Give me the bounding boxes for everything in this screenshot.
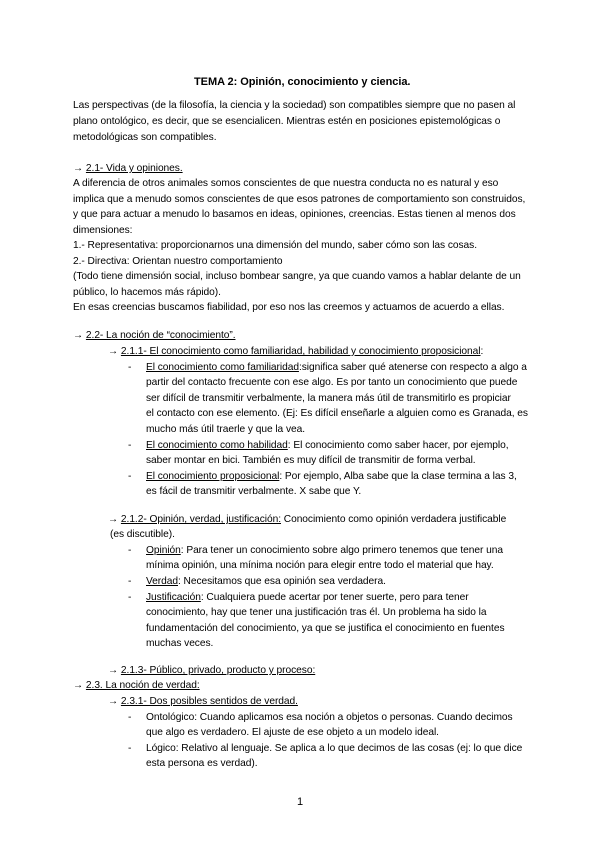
section-heading-text: 2.3. La noción de verdad: [85, 680, 200, 691]
section-heading-text: 2.1- Vida y opiniones. [85, 163, 183, 174]
bullet-dash: - [128, 712, 132, 723]
list-item-logico: Lógico: Relativo al lenguaje. Se aplica a lo que decimos de las cosas (ej: lo que dice [146, 743, 523, 754]
arrow-icon: → [73, 163, 84, 174]
list-item-line: saber montar en bici. También es muy difícil de transmitir de forma verbal. [146, 455, 476, 466]
term-text: : Por ejemplo, Alba sabe que la clase termina a las 3, [279, 471, 517, 482]
bullet-dash: - [128, 545, 132, 556]
term-text: : Para tener un conocimiento sobre algo primero tenemos que tener una [180, 545, 503, 556]
arrow-icon: → [108, 346, 119, 357]
body-line: 2.- Directiva: Orientan nuestro comportamiento [73, 256, 283, 267]
subsection-heading-2-1-2 [108, 513, 506, 526]
list-item-justificacion [146, 591, 469, 604]
body-line: (Todo tiene dimensión social, incluso bombear sangre, ya que cuando vamos a hablar delante de un [73, 271, 521, 282]
term-label: El conocimiento como familiaridad [146, 362, 299, 373]
body-line: En esas creencias buscamos fiabilidad, por eso nos las creemos y actuamos de acuerdo a ellas. [73, 302, 505, 313]
subsection-heading-text: 2.3.1- Dos posibles sentidos de verdad. [120, 696, 298, 707]
term-label: Verdad [146, 576, 178, 587]
list-item-ontologico: Ontológico: Cuando aplicamos esa noción a objetos o personas. Cuando decimos [146, 712, 513, 723]
subsection-heading-2-1-1 [108, 345, 483, 358]
body-line: dimensiones: [73, 225, 133, 236]
subsection-heading-text: 2.1.3- Público, privado, producto y proceso: [120, 665, 316, 676]
bullet-dash: - [128, 471, 132, 482]
list-item-line: mínima opinión, una mínima noción para elegir entre todo el material que hay. [146, 560, 494, 571]
list-item-verdad [146, 575, 386, 588]
page-title: TEMA 2: Opinión, conocimiento y ciencia. [194, 76, 411, 88]
body-line: implica que a menudo somos conscientes de que esos patrones de comportamiento son construidos, [73, 194, 526, 205]
subsection-heading-2-3-1 [108, 695, 298, 708]
list-item-opinion [146, 544, 503, 557]
subsection-text: Conocimiento como opinión verdadera justificable [280, 514, 507, 525]
subsection-heading-text: 2.1.2- Opinión, verdad, justificación: [120, 514, 281, 525]
list-item-line: fundamentación del conocimiento, ya que se justifica el conocimiento en fuentes [146, 623, 505, 634]
list-item-line: muchas veces. [146, 638, 214, 649]
term-text: :significa saber qué atenerse con respecto a algo a [298, 362, 527, 373]
list-item-line: esta persona es verdad). [146, 758, 258, 769]
term-label: El conocimiento proposicional [146, 471, 280, 482]
subsection-heading-2-1-3 [108, 664, 315, 677]
term-label: Justificación [146, 592, 201, 603]
bullet-dash: - [128, 362, 132, 373]
bullet-dash: - [128, 576, 132, 587]
subsection-heading-text: 2.1.1- El conocimiento como familiaridad, habilidad y conocimiento proposicional [120, 346, 481, 357]
body-line: A diferencia de otros animales somos conscientes de que nuestra conducta no es natural y eso [73, 178, 499, 189]
list-item-proposicional [146, 470, 517, 483]
list-item-line: el contacto con ese elemento. (Ej: Es difícil enseñarle a alguien como es Granada, es [146, 408, 528, 419]
bullet-dash: - [128, 743, 132, 754]
term-text: : El conocimiento como saber hacer, por ejemplo, [287, 440, 509, 451]
body-line: público, lo hacemos más rápido). [73, 287, 221, 298]
body-line: 1.- Representativa: proporcionarnos una dimensión del mundo, saber cómo son las cosas. [73, 240, 477, 251]
section-heading-2-2 [73, 329, 235, 342]
body-line: (es discutible). [110, 529, 175, 540]
body-line: y que para actuar a menudo lo basamos en ideas, opiniones, creencias. Estas tienen al menos dos [73, 209, 516, 220]
heading-colon: : [480, 346, 484, 357]
intro-line: metodológicas son compatibles. [73, 132, 217, 143]
term-label: Opinión [146, 545, 181, 556]
intro-line: plano ontológico, es decir, que se esencialicen. Mientras estén en posiciones epistemológicas o [73, 116, 501, 127]
list-item-line: es fácil de transmitir verbalmente. X sabe que Y. [146, 486, 362, 497]
list-item-habilidad [146, 439, 509, 452]
list-item-line: que algo es verdadero. El ajuste de ese objeto a un modelo ideal. [146, 727, 439, 738]
list-item-line: mucho más útil traerle y que la vea. [146, 424, 306, 435]
term-text: : Cualquiera puede acertar por tener suerte, pero para tener [200, 592, 469, 603]
bullet-dash: - [128, 440, 132, 451]
term-text: : Necesitamos que esa opinión sea verdadera. [178, 576, 386, 587]
list-item-line: partir del contacto frecuente con ese algo. Es por tanto un conocimiento que puede [146, 377, 518, 388]
list-item-line: ser difícil de transmitir verbalmente, la manera más útil de transmitirlo es propiciar [146, 393, 511, 404]
intro-line: Las perspectivas (de la filosofía, la ciencia y la sociedad) son compatibles siempre que no pasen al [73, 100, 516, 111]
arrow-icon: → [73, 330, 84, 341]
bullet-dash: - [128, 592, 132, 603]
arrow-icon: → [108, 514, 119, 525]
section-heading-text: 2.2- La noción de “conocimiento”. [85, 330, 236, 341]
arrow-icon: → [73, 680, 84, 691]
arrow-icon: → [108, 696, 119, 707]
section-heading-2-1 [73, 162, 183, 175]
list-item-line: conocimiento, hay que tener una justificación tras él. Un problema ha sido la [146, 607, 487, 618]
section-heading-2-3 [73, 679, 200, 692]
page-number: 1 [297, 796, 304, 808]
arrow-icon: → [108, 665, 119, 676]
list-item-familiaridad [146, 361, 527, 374]
term-label: El conocimiento como habilidad [146, 440, 288, 451]
